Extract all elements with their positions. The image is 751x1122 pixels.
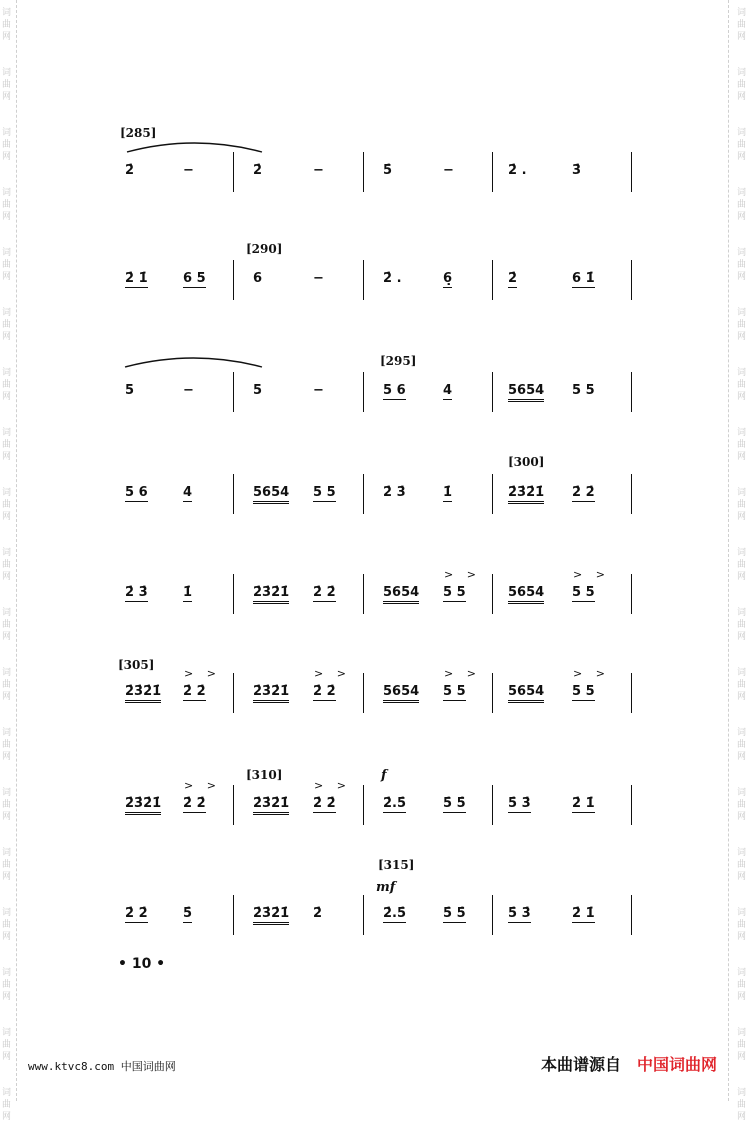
note-group: 2̇: [125, 163, 135, 178]
note-group: −: [443, 163, 454, 178]
watermark-char: 词: [2, 1028, 12, 1038]
note-group: 5654: [508, 383, 544, 402]
footer-source-name[interactable]: 中国词曲网: [636, 1055, 717, 1074]
watermark-char: 词: [2, 728, 12, 738]
note-group: 5654: [383, 684, 419, 703]
watermark-char: 网: [737, 872, 747, 882]
watermark-char: 网: [737, 1052, 747, 1062]
note-group: 5654: [508, 585, 544, 604]
watermark-char: 网: [2, 452, 12, 462]
note-group: 2̇ 3̇: [383, 485, 406, 500]
watermark-char: 曲: [2, 740, 12, 750]
bar-line: [363, 574, 364, 614]
watermark-char: 曲: [737, 320, 747, 330]
note-group: 5654: [253, 485, 289, 504]
bar-line: [631, 260, 632, 300]
tie-slur: [125, 355, 262, 371]
bar-line: [631, 372, 632, 412]
bar-line: [492, 372, 493, 412]
watermark-char: 词: [2, 128, 12, 138]
note-group: 5 6: [125, 485, 148, 500]
note-group: 6̣: [443, 271, 453, 286]
note-group: 5̇: [183, 906, 193, 921]
watermark-char: 曲: [737, 20, 747, 30]
rehearsal-marker: [290]: [246, 242, 283, 256]
rehearsal-marker: [310]: [246, 768, 283, 782]
watermark-char: 词: [737, 128, 747, 138]
watermark-char: 网: [737, 392, 747, 402]
watermark-char: 曲: [737, 860, 747, 870]
watermark-char: 网: [2, 692, 12, 702]
note-group: 2̇ 2̇: [183, 684, 206, 699]
bar-line: [363, 260, 364, 300]
watermark-char: 曲: [737, 620, 747, 630]
note-group: 2̇ .: [383, 271, 402, 286]
bar-line: [233, 785, 234, 825]
bar-line: [631, 785, 632, 825]
bar-line: [492, 673, 493, 713]
note-group: 2̇3̇2̇1̇: [253, 585, 289, 604]
watermark-char: 网: [2, 212, 12, 222]
accent-mark: > >: [444, 568, 481, 581]
note-group: 5̇ 3̇: [508, 906, 531, 921]
bar-line: [492, 785, 493, 825]
watermark-char: 曲: [2, 800, 12, 810]
watermark-char: 曲: [2, 380, 12, 390]
footer-source: [541, 1052, 717, 1075]
note-group: 2̇: [508, 271, 518, 286]
watermark-char: 曲: [737, 680, 747, 690]
watermark-char: 网: [2, 812, 12, 822]
page-number: • 10 •: [118, 956, 166, 972]
watermark-char: 网: [737, 452, 747, 462]
bar-line: [492, 895, 493, 935]
watermark-char: 词: [2, 788, 12, 798]
watermark-char: 网: [737, 992, 747, 1002]
watermark-char: 网: [2, 752, 12, 762]
note-group: 2̇ 2̇: [313, 585, 336, 600]
note-group: 5 5: [572, 684, 595, 699]
note-group: 5 5: [443, 585, 466, 600]
watermark-char: 网: [2, 872, 12, 882]
bar-line: [363, 372, 364, 412]
bar-line: [233, 574, 234, 614]
watermark-char: 词: [2, 308, 12, 318]
note-group: 2̇ 1̇: [125, 271, 148, 286]
note-group: 2̇3̇2̇1̇: [253, 796, 289, 815]
watermark-char: 网: [737, 272, 747, 282]
rehearsal-marker: [295]: [380, 354, 417, 368]
note-group: 2̇ 1̇: [572, 906, 595, 921]
watermark-char: 曲: [737, 560, 747, 570]
note-group: 5 5: [443, 684, 466, 699]
note-group: 2̇3̇2̇1̇: [508, 485, 544, 504]
accent-mark: > >: [444, 667, 481, 680]
watermark-char: 词: [737, 248, 747, 258]
bar-line: [363, 785, 364, 825]
bar-line: [631, 895, 632, 935]
bar-line: [492, 260, 493, 300]
dynamic-marking: f: [381, 768, 387, 783]
note-group: 2̇.5̇: [383, 906, 407, 921]
watermark-char: 曲: [2, 320, 12, 330]
dynamic-marking: mf: [376, 880, 396, 895]
watermark-char: 曲: [2, 1040, 12, 1050]
note-group: −: [313, 163, 324, 178]
watermark-char: 词: [2, 848, 12, 858]
bar-line: [631, 474, 632, 514]
watermark-char: 曲: [2, 980, 12, 990]
note-group: 2̇ 2̇: [313, 796, 336, 811]
watermark-char: 网: [737, 512, 747, 522]
watermark-char: 词: [737, 848, 747, 858]
watermark-char: 网: [737, 332, 747, 342]
watermark-char: 网: [737, 632, 747, 642]
watermark-char: 词: [2, 368, 12, 378]
watermark-char: 词: [2, 188, 12, 198]
watermark-char: 网: [2, 92, 12, 102]
bar-line: [631, 673, 632, 713]
watermark-char: 词: [2, 488, 12, 498]
watermark-char: 曲: [737, 380, 747, 390]
watermark-char: 词: [737, 308, 747, 318]
watermark-char: 词: [2, 248, 12, 258]
watermark-char: 网: [737, 932, 747, 942]
note-group: 1̇: [443, 485, 453, 500]
note-group: 5 6: [383, 383, 406, 398]
watermark-char: 词: [737, 188, 747, 198]
note-group: −: [313, 271, 324, 286]
note-group: 5 5: [572, 383, 595, 398]
tie-slur: [127, 140, 262, 156]
watermark-char: 网: [737, 692, 747, 702]
watermark-char: 网: [2, 512, 12, 522]
rehearsal-marker: [305]: [118, 658, 155, 672]
watermark-char: 曲: [2, 440, 12, 450]
footer-source-label: 本曲谱源自: [540, 1055, 621, 1074]
bar-line: [233, 673, 234, 713]
watermark-char: 网: [2, 932, 12, 942]
note-group: 2̇.5̇: [383, 796, 407, 811]
note-group: 2̇ 2̇: [183, 796, 206, 811]
rehearsal-marker: [315]: [378, 858, 415, 872]
watermark-char: 网: [2, 152, 12, 162]
note-group: 4: [443, 383, 453, 398]
watermark-char: 词: [2, 908, 12, 918]
watermark-char: 词: [2, 428, 12, 438]
note-group: 5: [125, 383, 135, 398]
watermark-char: 曲: [737, 200, 747, 210]
bar-line: [233, 895, 234, 935]
bar-line: [233, 372, 234, 412]
watermark-char: 曲: [2, 680, 12, 690]
bar-line: [363, 895, 364, 935]
note-group: −: [313, 383, 324, 398]
watermark-char: 网: [737, 812, 747, 822]
watermark-char: 词: [2, 68, 12, 78]
watermark-char: 网: [2, 992, 12, 1002]
watermark-char: 词: [2, 8, 12, 18]
accent-mark: > >: [184, 667, 221, 680]
watermark-char: 曲: [2, 500, 12, 510]
watermark-char: 曲: [2, 1100, 12, 1110]
note-group: 2̇3̇2̇1̇: [125, 796, 161, 815]
right-watermark-strip: [728, 0, 751, 1122]
watermark-char: 词: [737, 428, 747, 438]
bar-line: [492, 474, 493, 514]
watermark-char: 曲: [2, 620, 12, 630]
note-group: 5̇ 5̇: [443, 906, 466, 921]
watermark-char: 曲: [2, 560, 12, 570]
bar-line: [233, 152, 234, 192]
bar-line: [363, 152, 364, 192]
note-group: 2̇: [313, 906, 323, 921]
watermark-char: 曲: [737, 800, 747, 810]
watermark-char: 词: [737, 608, 747, 618]
note-group: 2̇3̇2̇1̇: [253, 906, 289, 925]
note-group: −: [183, 163, 194, 178]
bar-line: [363, 673, 364, 713]
bar-line: [631, 152, 632, 192]
note-group: 5̇ 5̇: [443, 796, 466, 811]
watermark-char: 曲: [737, 1100, 747, 1110]
note-group: 5 5: [572, 585, 595, 600]
watermark-char: 曲: [2, 200, 12, 210]
watermark-char: 网: [2, 572, 12, 582]
watermark-char: 曲: [737, 1040, 747, 1050]
watermark-char: 词: [737, 368, 747, 378]
watermark-char: 网: [737, 152, 747, 162]
watermark-char: 网: [2, 332, 12, 342]
accent-mark: > >: [184, 779, 221, 792]
watermark-char: 词: [737, 788, 747, 798]
note-group: 1̇: [183, 585, 193, 600]
watermark-char: 曲: [737, 500, 747, 510]
note-group: 2̇3̇2̇1̇: [125, 684, 161, 703]
watermark-char: 词: [2, 548, 12, 558]
rehearsal-marker: [285]: [120, 126, 157, 140]
watermark-char: 词: [737, 488, 747, 498]
accent-mark: > >: [314, 667, 351, 680]
note-group: 5654: [508, 684, 544, 703]
bar-line: [233, 260, 234, 300]
accent-mark: > >: [314, 779, 351, 792]
note-group: 2̇3̇2̇1̇: [253, 684, 289, 703]
note-group: 2̇ 3̇: [125, 585, 148, 600]
watermark-char: 曲: [2, 260, 12, 270]
watermark-char: 词: [737, 668, 747, 678]
watermark-char: 曲: [2, 920, 12, 930]
watermark-char: 网: [2, 272, 12, 282]
note-group: 2̇ 2̇: [125, 906, 148, 921]
watermark-char: 网: [737, 212, 747, 222]
watermark-char: 曲: [737, 140, 747, 150]
watermark-char: 曲: [737, 920, 747, 930]
bar-line: [492, 574, 493, 614]
note-group: 2̇ 2̇: [572, 485, 595, 500]
watermark-char: 曲: [737, 980, 747, 990]
note-group: 5: [253, 383, 263, 398]
watermark-char: 词: [2, 968, 12, 978]
watermark-char: 词: [2, 1088, 12, 1098]
note-group: 6: [253, 271, 263, 286]
watermark-char: 词: [737, 1088, 747, 1098]
watermark-char: 曲: [737, 260, 747, 270]
note-group: 6 1̇: [572, 271, 595, 286]
watermark-char: 网: [2, 632, 12, 642]
watermark-char: 网: [2, 1052, 12, 1062]
note-group: 3̇: [572, 163, 582, 178]
watermark-char: 网: [2, 1112, 12, 1122]
watermark-char: 曲: [737, 740, 747, 750]
watermark-char: 词: [2, 608, 12, 618]
watermark-char: 网: [2, 392, 12, 402]
note-group: 2̇ .: [508, 163, 527, 178]
bar-line: [363, 474, 364, 514]
watermark-char: 网: [2, 32, 12, 42]
watermark-char: 曲: [2, 860, 12, 870]
bar-line: [233, 474, 234, 514]
watermark-char: 网: [737, 1112, 747, 1122]
watermark-char: 词: [737, 728, 747, 738]
watermark-char: 词: [737, 1028, 747, 1038]
bar-line: [492, 152, 493, 192]
watermark-char: 词: [737, 968, 747, 978]
watermark-char: 网: [737, 572, 747, 582]
note-group: 5̇: [383, 163, 393, 178]
left-watermark-strip: [0, 0, 17, 1122]
watermark-char: 词: [2, 668, 12, 678]
watermark-char: 曲: [2, 80, 12, 90]
watermark-char: 网: [737, 92, 747, 102]
note-group: 6 5: [183, 271, 206, 286]
note-group: 5654: [383, 585, 419, 604]
note-group: 2̇ 1̇: [572, 796, 595, 811]
bar-line: [631, 574, 632, 614]
note-group: −: [183, 383, 194, 398]
accent-mark: > >: [573, 568, 610, 581]
note-group: 5̇ 3̇: [508, 796, 531, 811]
note-group: 4: [183, 485, 193, 500]
watermark-char: 网: [737, 32, 747, 42]
watermark-char: 词: [737, 548, 747, 558]
watermark-char: 曲: [2, 20, 12, 30]
note-group: 5 5: [313, 485, 336, 500]
watermark-char: 词: [737, 68, 747, 78]
watermark-char: 曲: [2, 140, 12, 150]
accent-mark: > >: [573, 667, 610, 680]
footer-site-link[interactable]: www.ktvc8.com 中国词曲网: [28, 1060, 176, 1073]
note-group: 2̇ 2̇: [313, 684, 336, 699]
watermark-char: 网: [737, 752, 747, 762]
watermark-char: 曲: [737, 440, 747, 450]
watermark-char: 曲: [737, 80, 747, 90]
rehearsal-marker: [300]: [508, 455, 545, 469]
note-group: 2̇: [253, 163, 263, 178]
watermark-char: 词: [737, 908, 747, 918]
watermark-char: 词: [737, 8, 747, 18]
